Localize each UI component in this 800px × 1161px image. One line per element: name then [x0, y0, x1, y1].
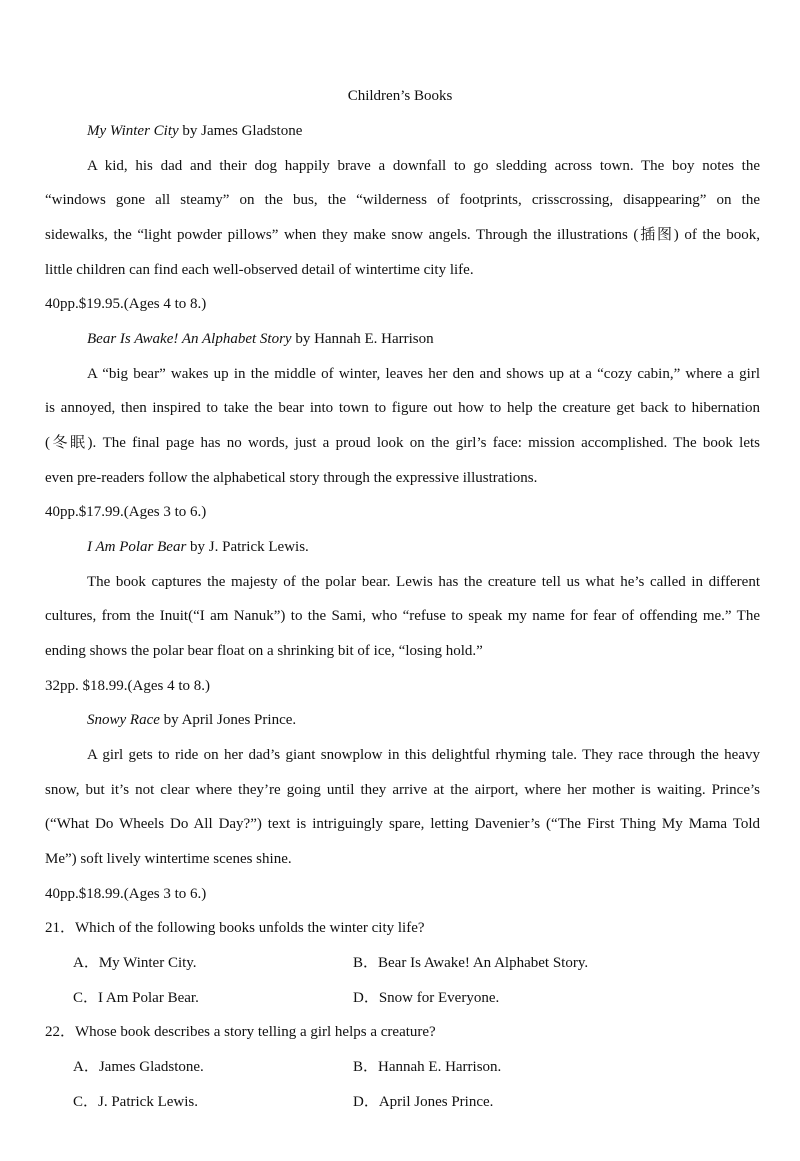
paragraph-line: is annoyed, then inspired to take the bear into town to figure out how to help the creature get back to hibernation	[45, 400, 760, 416]
paragraph-line: cultures, from the Inuit(“I am Nanuk”) to the Sami, who “refuse to speak my name for fear of offending me.” The	[45, 608, 760, 624]
paragraph-line: even pre-readers follow the alphabetical story through the expressive illustrations.	[45, 470, 538, 486]
book-title-2: Bear Is Awake! An Alphabet Story	[87, 331, 292, 347]
book-heading-4	[87, 710, 760, 730]
book-byline-4: by April Jones Prince.	[159, 712, 297, 728]
paragraph-line: “windows gone all steamy” on the bus, the “wilderness of footprints, crisscrossing, disappearing” on the	[45, 192, 760, 208]
book-heading-2	[87, 329, 760, 349]
paragraph-line: sidewalks, the “light powder pillows” when they make snow angels. Through the illustrations (插图) of the book,	[45, 227, 760, 243]
book-byline-3: by J. Patrick Lewis.	[186, 539, 309, 555]
book-heading-3	[87, 537, 760, 557]
question-21-option-c[interactable]: C．I Am Polar Bear.	[73, 990, 199, 1006]
question-21-option-b[interactable]: B．Bear Is Awake! An Alphabet Story.	[353, 955, 589, 971]
book-title-1: My Winter City	[87, 123, 179, 139]
question-stem-21: 21．Which of the following books unfolds the winter city life?	[45, 920, 425, 936]
book-price-1: 40pp.$19.95.(Ages 4 to 8.)	[45, 296, 207, 312]
book-byline-1: by James Gladstone	[178, 123, 303, 139]
question-22-option-a[interactable]: A．James Gladstone.	[73, 1059, 204, 1075]
paragraph-line: A kid, his dad and their dog happily brave a downfall to go sledding across town. The boy notes the	[87, 158, 760, 174]
paragraph-line: snow, but it’s not clear where they’re going until they arrive at the airport, where her mother is waiting. Prince’s	[45, 782, 760, 798]
paragraph-line: (“What Do Wheels Do All Day?”) text is intriguingly spare, letting Davenier’s (“The First Thing My Mama Told	[45, 816, 760, 832]
question-22-option-b[interactable]: B．Hannah E. Harrison.	[353, 1059, 502, 1075]
book-title-3: I Am Polar Bear	[87, 539, 187, 555]
paragraph-line: ending shows the polar bear float on a shrinking bit of ice, “losing hold.”	[45, 643, 483, 659]
question-22-option-d[interactable]: D．April Jones Prince.	[353, 1094, 494, 1110]
page-title: Children’s Books	[347, 88, 453, 104]
book-heading-1	[87, 121, 760, 141]
book-price-4: 40pp.$18.99.(Ages 3 to 6.)	[45, 886, 207, 902]
question-stem-22: 22．Whose book describes a story telling a girl helps a creature?	[45, 1024, 436, 1040]
question-21-option-a[interactable]: A．My Winter City.	[73, 955, 197, 971]
book-price-3: 32pp. $18.99.(Ages 4 to 8.)	[45, 678, 210, 694]
paragraph-line: little children can find each well-observed detail of wintertime city life.	[45, 262, 474, 278]
book-byline-2: by Hannah E. Harrison	[291, 331, 434, 347]
book-title-4: Snowy Race	[87, 712, 160, 728]
question-22-option-c[interactable]: C．J. Patrick Lewis.	[73, 1094, 198, 1110]
paragraph-line: Me”) soft lively wintertime scenes shine.	[45, 851, 292, 867]
paragraph-line: A “big bear” wakes up in the middle of winter, leaves her den and shows up at a “cozy cabin,” where a girl	[87, 366, 760, 382]
paragraph-line: (冬眠). The final page has no words, just a proud look on the girl’s face: mission accomplished. The book lets	[45, 435, 760, 451]
book-price-2: 40pp.$17.99.(Ages 3 to 6.)	[45, 504, 207, 520]
paragraph-line: A girl gets to ride on her dad’s giant snowplow in this delightful rhyming tale. They race through the heavy	[87, 747, 760, 763]
paragraph-line: The book captures the majesty of the polar bear. Lewis has the creature tell us what he’s called in different	[87, 574, 760, 590]
question-21-option-d[interactable]: D．Snow for Everyone.	[353, 990, 500, 1006]
